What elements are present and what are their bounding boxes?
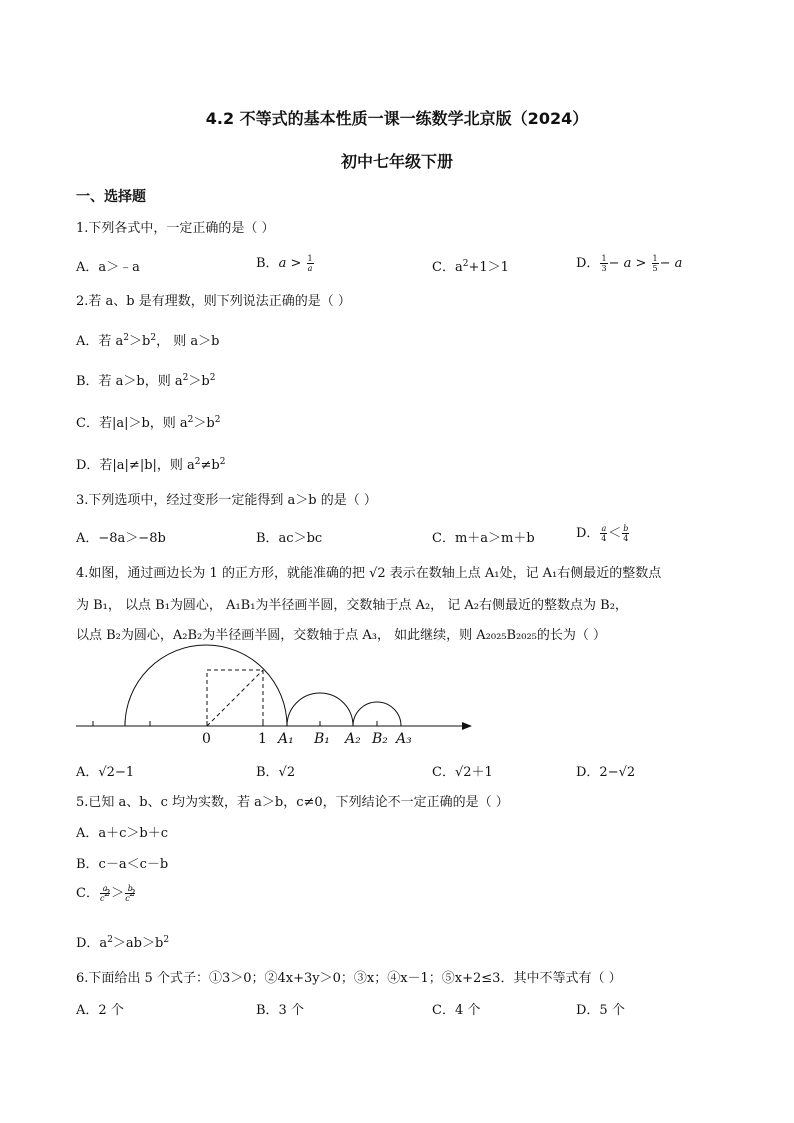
axis-label-b2: B₂ — [372, 731, 388, 747]
q1-option-a: A．a＞﹣a — [76, 260, 140, 275]
q6-option-b: B．3 个 — [256, 1003, 304, 1018]
axis-label-a3: A₃ — [396, 731, 412, 747]
q3-option-d: D． $\frac{a}{4}$ ＜ $\frac{b}{4}$ — [576, 524, 629, 543]
q6-option-a: A．2 个 — [76, 1003, 124, 1018]
axis-label-1: 1 — [258, 731, 267, 747]
q1-option-d: D． $\frac{1}{3}$ − a > $\frac{1}{5}$ − a — [576, 254, 683, 273]
q3-stem: 3.下列选项中，经过变形一定能得到 a＞b 的是（ ） — [76, 493, 377, 508]
section-heading: 一、选择题 — [76, 189, 146, 205]
q6-stem: 6.下面给出 5 个式子：①3＞0；②4x+3y＞0；③x；④x－1；⑤x+2≤3．其中不等式有（ ） — [76, 971, 622, 986]
q5-stem: 5.已知 a、b、c 均为实数，若 a＞b，c≠0，下列结论不一定正确的是（ ） — [76, 795, 509, 810]
q2-stem: 2.若 a、b 是有理数，则下列说法正确的是（ ） — [76, 294, 351, 309]
q4-line-3: 以点 B₂为圆心，A₂B₂为半径画半圆，交数轴于点 A₃， 如此继续，则 A₂₀₂₅B₂₀₂₅的长为（ ） — [76, 628, 607, 643]
q4-option-b: B．√2 — [256, 765, 296, 780]
axis-label-b1: B₁ — [314, 731, 330, 747]
q1-option-b: B．a > $\frac{1}{a}$ — [256, 254, 313, 273]
number-line-diagram — [76, 642, 476, 748]
q3-option-c: C．m＋a＞m＋b — [432, 531, 535, 546]
q4-option-d: D．2−√2 — [576, 765, 636, 780]
q2-option-c: C．若|a|＞b，则 $a^2>b^2$ — [76, 415, 221, 431]
page-title: 4.2 不等式的基本性质一课一练数学北京版（2024） — [205, 109, 589, 128]
q2-option-d: D．若|a|≠|b|，则 $a^2\ne b^2$ — [76, 457, 226, 473]
q5-option-c: C． $\frac{a}{c^2}$ ＞ $\frac{b}{c^2}$ — [76, 884, 136, 903]
q6-option-d: D．5 个 — [576, 1003, 625, 1018]
q3-option-b: B．ac＞bc — [256, 531, 323, 546]
axis-label-0: 0 — [202, 731, 211, 747]
q4-line-1: 4.如图，通过画边长为 1 的正方形，就能准确的把 √2 表示在数轴上点 A₁处，记 A₁右侧最近的整数点 — [76, 566, 662, 581]
q1-option-c: C．$a^2+1>1$ — [432, 259, 509, 275]
q5-option-d: D．$a^2>ab>b^2$ — [76, 935, 170, 951]
q6-option-c: C．4 个 — [432, 1003, 481, 1018]
q4-option-a: A．√2−1 — [76, 765, 135, 780]
q1-stem: 1.下列各式中，一定正确的是（ ） — [76, 221, 275, 236]
axis-label-a2: A₂ — [345, 731, 361, 747]
page-subtitle: 初中七年级下册 — [340, 152, 453, 171]
q3-option-a: A．−8a＞−8b — [76, 531, 166, 546]
q2-option-a: A．若 $a^2>b^2$， 则 a＞b — [76, 333, 220, 349]
q4-line-2: 为 B₁， 以点 B₁为圆心， A₁B₁为半径画半圆，交数轴于点 A₂， 记 A₂右侧最近的整数点为 B₂， — [76, 598, 628, 613]
q2-option-b: B．若 a＞b，则 $a^2>b^2$ — [76, 373, 216, 389]
axis-label-a1: A₁ — [278, 731, 294, 747]
q5-option-a: A．a＋c＞b＋c — [76, 826, 169, 841]
q5-option-b: B．c－a＜c－b — [76, 857, 169, 872]
q4-option-c: C．√2＋1 — [432, 765, 493, 780]
